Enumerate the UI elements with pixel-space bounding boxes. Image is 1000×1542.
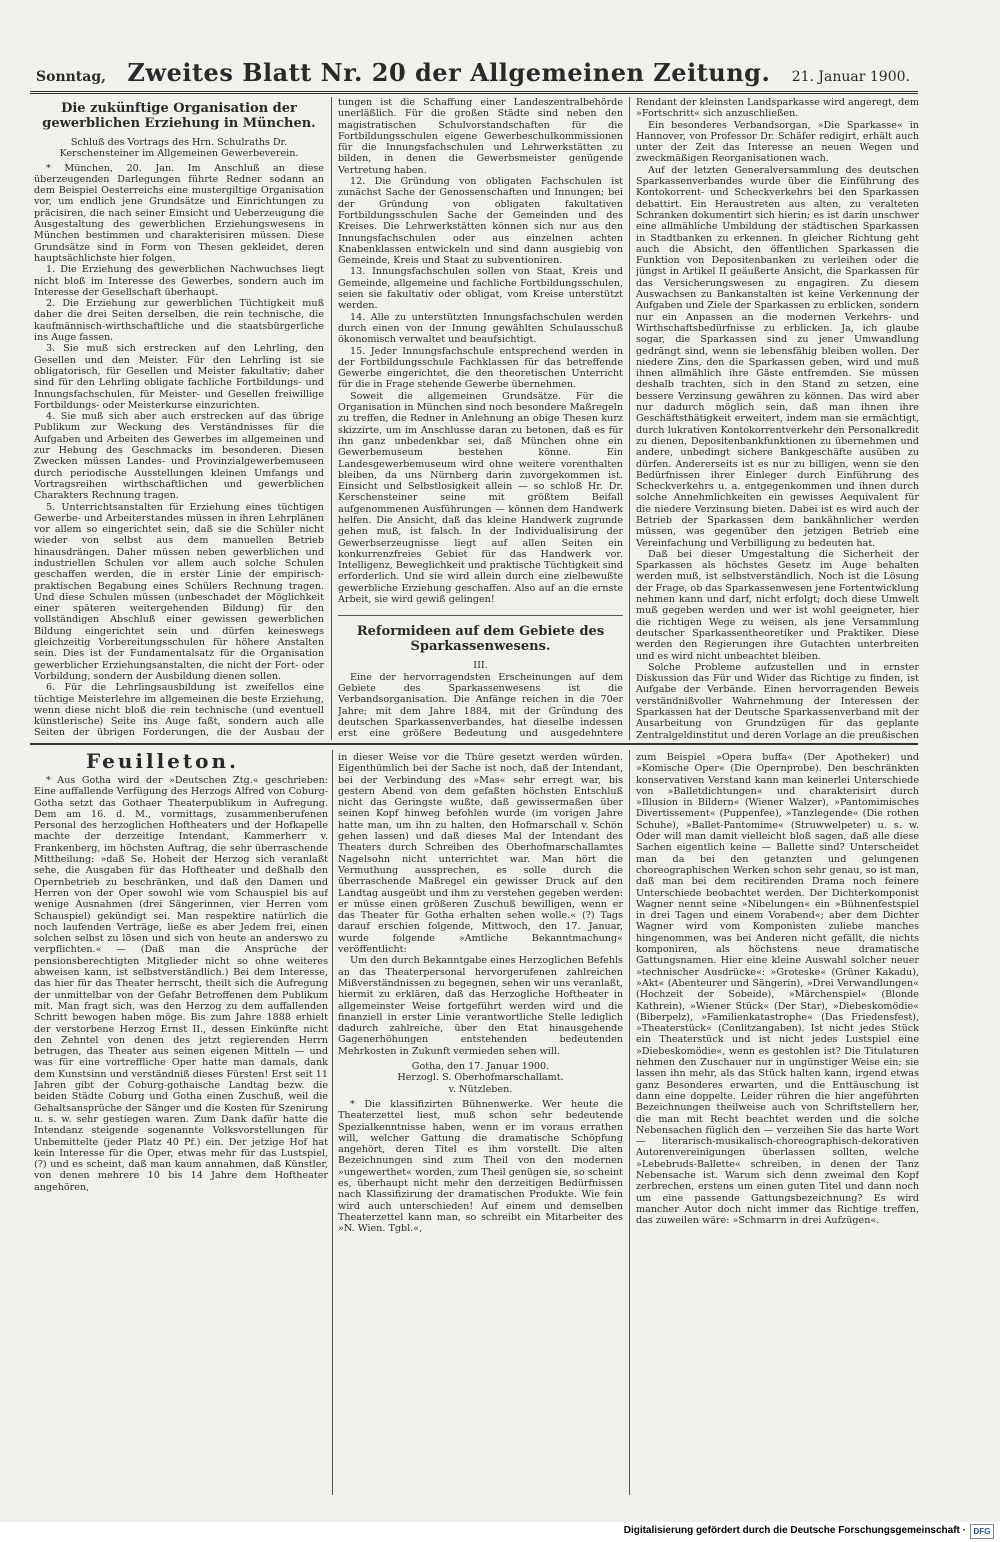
feuilleton-column-1 xyxy=(34,775,328,1495)
paragraph: 5. Unterrichtsanstalten für Erziehung eines tüchtigen Gewerbe- und Arbeiterstandes müssen in ihren Lehrplänen vor allem so eingerichtet sein, daß sie die Schüler nicht wieder von selbst aus dem manuellen Betrieb hinausdrängen. Daher müssen neben gewerblichen und industriellen Schulen vor allem auch solche Schulen geschaffen werden, die in erster Linie der empirisch-praktischen Begabung eines Schülers Rechnung tragen. Und diese Schulen müssen (unbeschadet der Möglichkeit einer späteren weitergehenden Bildung) für den vollständigen Abschluß einer gewissen gewerblichen Bildung eingerichtet sein und dürfen keineswegs gleichzeitig Vorbereitungsschulen für höhere Anstalten sein. Dies ist der Fundamentalsatz für die Organisation gewerblicher Erziehungsanstalten, die nicht der Fort- oder Vorbildung, sondern der Ausbildung dienen sollen. xyxy=(34,501,324,682)
article-separator xyxy=(338,615,623,616)
paragraph: zum Beispiel »Opera buffa« (Der Apotheker) und »Komische Oper« (Die Opernprobe). Den beschränkten konservativen Verstand kann man keinerlei Unterschiede von »Balletdichtungen« und charakterisirt durch »Illusion in Bildern« (Wiener Walzer), »Pantomimisches Divertissement« (Puppenfee), »Tanzlegende« (Die rothen Schuhe), »Ballet-Pantomime« (Struwwelpeter) u. s. w. Oder will man damit vielleicht bloß sagen, daß alle diese Sachen eigentlich keine — Ballette sind? Unterscheidet man da bei den getanzten und gelungenen choreographischen Werken schon sehr genau, so ist man, daß man bei dem recitirenden Drama noch feinere Unterschiede beobachtet werden. Der Dichterkomponist Wagner nennt seine »Nibelungen« ein »Bühnenfestspiel in drei Tagen und einem Vorabend«; aber dem Dichter Wagner wird vom Komponisten zuliebe manches hingenommen, was bei Anderen nicht gefällt, die nichts komponiren, als höchstens neue dramatische Gattungsnamen. Hier eine kleine Auswahl solcher neuer »technischer Ausdrücke«: »Groteske« (Grüner Kakadu), »Akt« (Abenteurer und Sängerin), »Drei Verwandlungen« (Hochzeit der Sobeide), »Märchenspiel« (Blonde Kathrein), »Wiener Stück« (Der Star), »Diebeskomödie« (Biberpelz), »Familienkatastrophe« (Das Friedensfest), »Theaterstück« (Conlitzangaben). Ist nicht jedes Stück ein Theaterstück und ist nicht jedes Lustspiel eine »Diebeskomödie«, wenn es gestohlen ist? Die Titulaturen nehmen den Zuschauer nur in ungünstiger Weise ein; sie lassen ihn mehr, als das Stück halten kann, irgend etwas ganz Besonderes erwarten, und die Enttäuschung ist dann eine doppelte. Leider rühren die hier angeführten Bezeichnungen theilweise auch von Schriftstellern her, die man mit Recht beachtet werden und die solche Nebensachen füglich den — verzeihen Sie das harte Wort — literarisch-musikalisch-choreographisch-dekorativen Autorenvereinigungen überlassen sollten, welche »Lebebruds-Ballette« schreiben, in denen der Tanz Nebensache ist. Warum sich denn zweimal den Kopf zerbrechen, erstens um einen guten Titel und dann noch um eine passende Gattungsbezeichnung? Es wird mancher Autor doch nicht immer das Richtige treffen, das zuweilen wäre: »Schmarrn in drei Aufzügen«. xyxy=(636,752,919,1227)
paragraph: Auf der letzten Generalversammlung des deutschen Sparkassenverbandes wurde über die Einführung des Kontokorrent- und Scheckverkehrs bei den Sparkassen debattirt. Ein Heraustreten aus alten, zu veralteten Schranken dokumentirt sich hierin; es ist darin unschwer eine allmähliche Umbildung der städtischen Sparkassen in Stadtbanken zu erkennen. In gleicher Richtung geht auch die Absicht, den öffentlichen Sparkassen die Funktion von Depositenbanken zu verleihen oder die jüngst in Artikel II geäußerte Ansicht, die Sparkassen für das Versicherungswesen zu engagiren. Zu diesem Auswachsen zu Bankanstalten ist keine Verkennung der Aufgaben und Ziele der Sparkassen zu erblicken, sondern nur ein Anpassen an die modernen Verkehrs- und Wirthschaftsbedürfnisse zu erblicken. Ja, ich glaube sogar, die Sparkassen sind zu jener Umwandlung gedrängt sind, wenn sie lebensfähig bleiben wollen. Der niedere Zins, den die Sparkassen geben, wird und muß ihnen allmählich ihre Gäste entfremden. Sie müssen deshalb trachten, sich in den Stand zu setzen, eine bessere Verzinsung gewähren zu können. Das wird aber nur dadurch möglich sein, daß man ihnen ihre Geschäftsthätigkeit erweitert, indem man sie ermächtigt, durch lukrativen Kontokorrentverkehr den Personalkredit zu dienen, Depositenbankfunktionen zu übernehmen und andere, unbedingt sichere Bankgeschäfte ausüben zu dürfen. Andererseits ist es nur zu billigen, wenn sie den Bedürfnissen ihrer Einleger durch Einführung des Scheckverkehrs u. a. entgegenkommen und ihnen durch solche Annehmlichkeiten ein gewisses Aequivalent für die niedere Verzinsung bieten. Dabei ist es wird auch der Betrieb der Sparkassen dem bankähnlicher werden müssen, was gegenüber den jetzigen Betrieb eine Vereinfachung und Verbilligung zu bedeuten hat. xyxy=(636,164,919,549)
paragraph: 2. Die Erziehung zur gewerblichen Tüchtigkeit muß daher die drei Seiten derselben, die rein technische, die kaufmännisch-wirthschaftliche und die staatsbürgerliche ins Auge fassen. xyxy=(34,298,324,344)
paragraph: Um den durch Bekanntgabe eines Herzoglichen Befehls an das Theaterpersonal hervorgerufenen zahlreichen Mißverständnissen zu begegnen, sehen wir uns veranlaßt, hiermit zu erklären, daß das Herzogliche Hoftheater in allgemeinster Weise fortgeführt werden wird und die finanziell in erster Linie verantwortliche Stelle lediglich dadurch zahlreiche, über den Etat hinausgehende Gagenerhöhungen entstehenden bedeutenden Mehrkosten in Zukunft vermieden sehen will. xyxy=(338,955,623,1057)
masthead xyxy=(36,58,910,90)
paragraph: in dieser Weise vor die Thüre gesetzt werden würden. Eigenthümlich bei der Sache ist noch, daß der Intendant, bei der Verbindung des »Mas« sehr erregt war, bis gestern Abend von dem gefaßten höchsten Entschluß nicht das Geringste wußte, daß gewissermaßen über seinen Kopf hinweg befohlen wurde (im vorigen Jahre hatte man, um ihn zu halten, den Hofmarschall v. Schön gehen lassen) und daß dieses Mal der Intendant des Theaters durch Schreiben des Oberhofmarschallamtes Nagelsohn nicht unterrichtet war. Man hört die Vermuthung aussprechen, es solle durch die überraschende Maßregel ein gewisser Druck auf den Landtag ausgeübt und ihm zu verstehen gegeben werden: er müsse einen größeren Zuschuß bewilligen, wenn er das Theater für Gotha erhalten sehen wolle.« (?) Tags darauf erschien folgende, Mittwoch, den 17. Januar, wurde folgende »Amtliche Bekanntmachung« veröffentlicht: xyxy=(338,752,623,956)
paragraph: * München, 20. Jan. Im Anschluß an diese überzeugenden Darlegungen führte Redner sodann an dem Beispiel Oesterreichs eine mustergiltige Organisation vor, um endlich jene Grundsätze und Einrichtungen zu präcisiren, die nach seiner Einsicht und Ueberzeugung die Ausgestaltung des gewerblichen Erziehungswesens in München bestimmen und charakterisiren müssen. Diese Grundsätze sind in Form von Thesen gekleidet, deren hauptsächlichste hier folgen. xyxy=(34,162,324,264)
dateline: Gotha, den 17. Januar 1900. xyxy=(411,1061,550,1073)
paragraph: * Aus Gotha wird der »Deutschen Ztg.« geschrieben: Eine auffallende Verfügung des Herzogs Alfred von Coburg-Gotha setzt das Gothaer Theaterpublikum in Aufregung. Dem am 16. d. M., vormittags, zusammenberufenen Personal des herzoglichen Hoftheaters und der Hofkapelle machte der derzeitige Intendant, Kammerherr v. Frankenberg, im höchsten Auftrag, die sehr überraschende Mittheilung: »daß Se. Hoheit der Herzog sich veranlaßt sehe, die Ausgaben für das Hoftheater und deßhalb den Opernbetrieb zu beschränken, und daß den Damen und Herren von der Oper sowohl wie vom Schauspiel bis auf wenige Ausnahmen (drei Sängerinnen, vier Herren vom Schauspiel) gekündigt sei. Man respektire natürlich die noch laufenden Verträge, ließe es aber Jedem frei, einen solchen selbst zu lösen und sich von heute an anderswo zu verpflichten.« — (Daß man die Ansprüche der pensionsberechtigten Mitglieder nicht so ohne weiteres abweisen kann, ist selbstverständlich.) Bei dem Interesse, das hier für das Theater herrscht, theilt sich die Aufregung der unmittelbar von der Gefahr Betroffenen dem Publikum mit. Man fragt sich, was den Herzog zu dem auffallenden Schritt bewogen haben möge. Bis zum Jahre 1888 erhielt der verstorbene Herzog Ernst II., dessen Einkünfte nicht den Zehntel von denen des jetzt regierenden Herrn betrugen, das Theater aus seinen eigenen Mitteln — und was für eine vortreffliche Oper hatte man damals, dank dem Kunstsinn und verständniß dieses Fürsten! Erst seit 11 Jahren gibt der Coburg-gothaische Landtag bezw. die beiden Städte Coburg und Gotha einen Zuschuß, weil die Gehaltsansprüche der Sänger und die Kosten für Szenirung u. s. w. sehr gestiegen waren. Zum Dank dafür hatte die Intendanz steigende sogenannte Volksvorstellungen für Unbemittelte (jeder Platz 40 Pf.) ein. Der jetzige Hof hat kein Interesse für die Oper, etwas mehr für das Lustspiel, (?) und es scheint, daß man kaum annahmen, daß Künstler, von denen mehrere 10 bis 14 Jahre dem Hoftheater angehören, xyxy=(34,775,328,1193)
paragraph: Soweit die allgemeinen Grundsätze. Für die Organisation in München sind noch besondere Maßregeln zu treffen, die Redner in Anlehnung an obige Thesen kurz skizzirte, um im Anschlusse daran zu betonen, daß es für ihn ganz unbedenkbar sei, daß München ohne ein Gewerbemuseum bestehen könne. Ein Landesgewerbemuseum wird ohne weitere vorenthalten bleiben, da uns Nürnberg darin zuvorgekommen ist. Einsicht und Selbstlosigkeit allein — so schloß Hr. Dr. Kerschensteiner seine mit größtem Beifall aufgenommenen Ausführungen — können dem Handwerk helfen. Die Ansicht, daß das kleine Handwerk zugrunde gehen muß, ist falsch. In der Individualisirung der Gewerbserzeugnisse liegt auf allen Seiten ein konkurrenzfreies Gebiet für das Handwerk vor. Intelligenz, Beweglichkeit und praktische Tüchtigkeit sind erforderlich. Und sie wird allein durch eine zielbewußte gewerbliche Erziehung geschaffen. Also auf an die ernste Arbeit, sie wird gewiß gelingen! xyxy=(338,390,623,606)
paragraph: 6. Für die Lehrlingsausbildung ist zweifellos eine tüchtige Meisterlehre im allgemeinen die beste Erziehung, wenn diese nicht bloß die rein technische (und eventuell künstlerische) Seite ins Auge faßt, sondern auch alle Seiten der übrigen Forderungen, die der Ausbau der xyxy=(34,682,324,739)
paragraph: Ein besonderes Verbandsorgan, »Die Sparkasse« in Hannover, von Professor Dr. Schäfer redigirt, erhält auch unter der Zeit das Interesse an neuen Wegen und zweckmäßigen Reorganisationen wach. xyxy=(636,119,919,165)
paragraph: 12. Die Gründung von obligaten Fachschulen ist zunächst Sache der Genossenschaften und Innungen; bei der Gründung von obligaten fakultativen Fortbildungsschulen Sache der Gemeinden und des Kreises. Die Lehrwerkstätten können sich nur aus den Innungsfachschulen oder aus einzelnen achten Knabenklassen entwickeln und sind dann ausgiebig von Gemeinde, Kreis und Staat zu subventioniren. xyxy=(338,176,623,267)
signature-name: v. Nützleben. xyxy=(448,1083,513,1095)
feuilleton-column-3 xyxy=(636,752,919,1495)
column-divider xyxy=(629,750,630,1495)
paragraph: Eine der hervorragendsten Erscheinungen auf dem Gebiete des Sparkassenwesens ist die Verbandsorganisation. Die Anfänge reichen in die 70er Jahre; mit dem Jahre 1884, mit der Gründung des deutschen Sparkassenverbandes, hat dieselbe indessen erst eine größere Bedeutung und ausgedehntere xyxy=(338,671,623,740)
footer-credit: Digitalisierung gefördert durch die Deutsche Forschungsgemeinschaft · xyxy=(623,1525,966,1536)
paragraph: Solche Probleme aufzustellen und in ernster Diskussion das Für und Wider das Richtige zu finden, ist Aufgabe der Verbände. Einen hervorragenden Beweis verständnißvoller Wahrnehmung der Interessen der Sparkassen hat der Deutsche Sparkassenverband mit der Ausarbeitung von Grundzügen für das geplante Zentralgeldinstitut und deren Vorlage an die preußischen xyxy=(636,661,919,740)
feuilleton-rule xyxy=(30,743,918,745)
paragraph: 4. Sie muß sich aber auch erstrecken auf das übrige Publikum zur Weckung des Verständnisses für die Aufgaben und Arbeiten des Gewerbes im allgemeinen und zur Hebung des Geschmacks im besonderen. Diesen Zwecken müssen Landes- und Provinzialgewerbemuseen durch periodische Ausstellungen kleinen Umfangs und Vortragsreihen wirthschaftlichen und gewerblichen Charakters Rechnung tragen. xyxy=(34,411,324,502)
feuilleton-title: Feuilleton. xyxy=(86,749,239,773)
paragraph: 1. Die Erziehung des gewerblichen Nachwuchses liegt nicht bloß im Interesse des Gewerbes, sondern auch im Interesse der Gesellschaft überhaupt. xyxy=(34,264,324,298)
masthead-rule xyxy=(30,91,918,94)
paragraph: 13. Innungsfachschulen sollen von Staat, Kreis und Gemeinde, allgemeine und fachliche Fortbildungsschulen, seien sie fakultativ oder obligat, vom Kreise unterstützt werden. xyxy=(338,266,623,312)
masthead-title: Zweites Blatt Nr. 20 der Allgemeinen Zeitung. xyxy=(127,58,771,87)
column-divider xyxy=(332,750,333,1495)
paragraph: * Die klassifizirten Bühnenwerke. Wer heute die Theaterzettel liest, muß schon sehr bedeutende Spezialkenntnisse haben, wenn er im voraus errathen will, welcher Gattung die dramatische Schöpfung angehört, deren Titel es ihm vorstellt. Die alten Bezeichnungen sind zum Theil von den modernen »ungewerthet« worden, zum Theil genügen sie, so scheint es, überhaupt nicht mehr den derzeitigen Bedürfnissen nach Klassifizirung der dramatischen Produkte. Wie fein wird auch unterschieden! Auf einem und demselben Theaterzettel kann man, so schreibt ein Mitarbeiter des »N. Wien. Tgbl.«, xyxy=(338,1098,623,1235)
signature-office: Herzogl. S. Oberhofmarschallamt. xyxy=(397,1072,564,1084)
masthead-day: Sonntag, xyxy=(36,69,107,85)
column-1 xyxy=(34,97,324,740)
column-2 xyxy=(338,97,623,740)
dfg-logo-icon: DFG xyxy=(970,1524,994,1539)
column-3 xyxy=(636,97,919,740)
paragraph: tungen ist die Schaffung einer Landeszentralbehörde unerläßlich. Für die großen Städte sind neben den magistratischen Schulvorstandschaften für die Fortbildungsschulen eigene Gewerbeschulkommissionen für die Innungsfachschulen und Lehrwerkstätten zu bilden, in denen die Gewerbsmeister genügende Vertretung haben. xyxy=(338,97,623,176)
paragraph: 3. Sie muß sich erstrecken auf den Lehrling, den Gesellen und den Meister. Für den Lehrling ist sie obligatorisch, für Gesellen und Meister fakultativ; daher sind für den Lehrling obligate fachliche Fortbildungs- und Innungsfachschulen, für Meister- und Gesellen freiwillige Fortbildungs- oder Meisterkurse einzurichten. xyxy=(34,343,324,411)
masthead-date: 21. Januar 1900. xyxy=(791,69,910,85)
feuilleton-column-2 xyxy=(338,752,623,1495)
column-divider xyxy=(629,97,630,740)
paragraph: 15. Jeder Innungsfachschule entsprechend werden in der Fortbildungsschule Fachklassen für das betreffende Gewerbe eingerichtet, die den theoretischen Unterricht für die in Frage stehende Gewerbe übernehmen. xyxy=(338,345,623,391)
column-divider xyxy=(331,97,332,740)
article-part-number: III. xyxy=(473,660,488,672)
paragraph: Daß bei dieser Umgestaltung die Sicherheit der Sparkassen als höchstes Gesetz im Auge behalten werden muß, ist selbstverständlich. Noch ist die Lösung der Frage, ob das Sparkassenwesen jene Fortentwicklung nehmen kann und darf, nicht erfolgt; doch diese Umwelt muß gegeben werden und wer ist wohl geeigneter, hier die richtigen Wege zu weisen, als jene Versammlung deutscher Sparkassentheoretiker und Praktiker. Diese werden den Regierungen ihre Gutachten unterbreiten und es wird nicht unbeachtet bleiben. xyxy=(636,548,919,662)
article-headline: Die zukünftige Organisation der gewerblichen Erziehung in München. xyxy=(42,101,316,131)
article-subtitle: Schluß des Vortrags des Hrn. Schulraths Dr. Kerschensteiner im Allgemeinen Gewerbeverein. xyxy=(59,137,299,160)
paragraph: 14. Alle zu unterstützten Innungsfachschulen werden durch einen von der Innung gewählten Schulausschuß ökonomisch verwaltet und beaufsichtigt. xyxy=(338,311,623,346)
article-headline: Reformideen auf dem Gebiete des Sparkassenwesens. xyxy=(356,624,605,655)
paragraph: Rendant der kleinsten Landsparkasse wird angeregt, dem »Fortschritt« sich anzuschließen. xyxy=(636,97,919,120)
